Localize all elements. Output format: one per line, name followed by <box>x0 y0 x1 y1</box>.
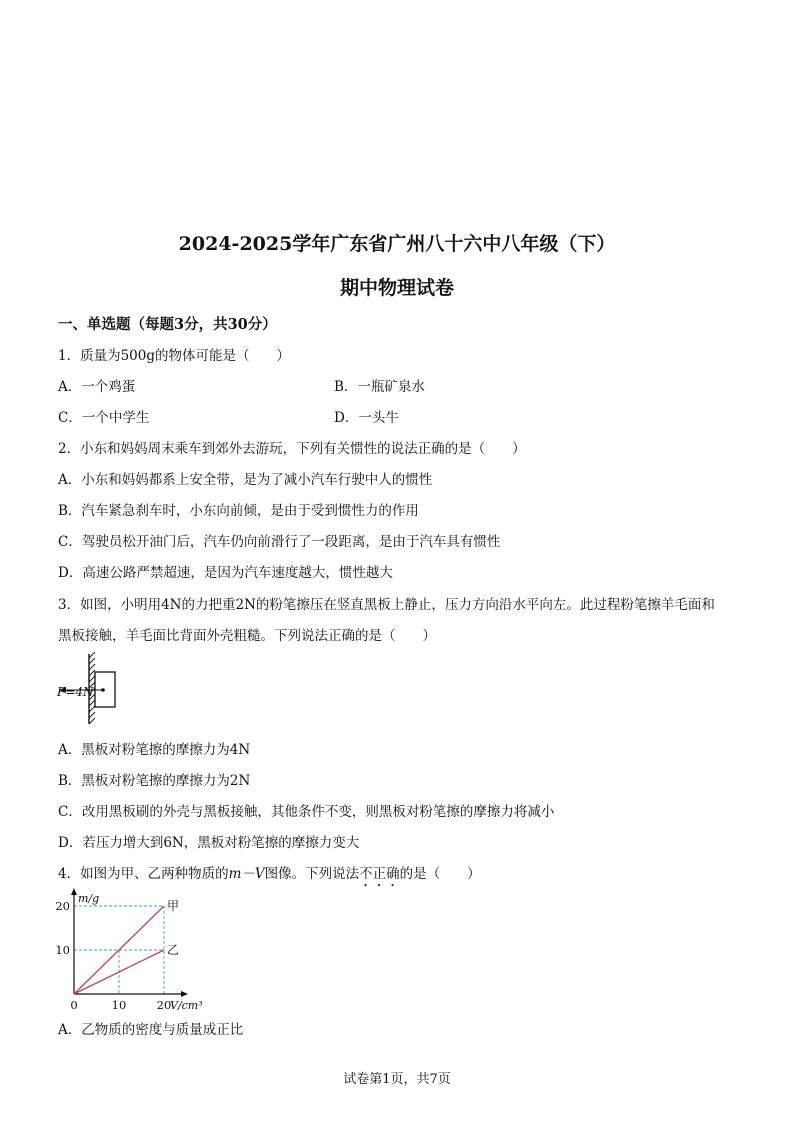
y-tick-label-1: 20 <box>55 899 70 913</box>
section-heading: 一、单选题（每题3分，共30分） <box>58 316 277 333</box>
q3-option-c: C．改用黑板刷的外壳与黑板接触，其他条件不变，则黑板对粉笔擦的摩擦力将减小 <box>58 804 555 820</box>
force-label: F=4N <box>57 685 94 699</box>
q4-stem-mid: 图像。下列说法 <box>264 866 360 882</box>
q4-stem-pre: 4．如图为甲、乙两种物质的 <box>58 866 229 882</box>
q3-figure <box>55 652 125 726</box>
y-axis-arrow <box>71 888 77 895</box>
y-axis-label: m/g <box>78 892 100 905</box>
q2-option-c: C．驾驶员松开油门后，汽车仍向前滑行了一段距离，是由于汽车具有惯性 <box>58 534 501 550</box>
q2-option-a: A．小东和妈妈都系上安全带，是为了减小汽车行驶中人的惯性 <box>58 472 433 488</box>
x-tick-label-0: 0 <box>70 998 78 1012</box>
exam-title-line2: 期中物理试卷 <box>339 277 454 299</box>
q4-stem-var: m－V <box>228 866 265 882</box>
q4-mv-chart <box>52 888 222 1012</box>
x-axis-label: V/cm³ <box>170 999 203 1012</box>
y-tick-label-0: 10 <box>55 943 70 957</box>
q3-option-b: B．黑板对粉笔擦的摩擦力为2N <box>58 773 251 789</box>
x-axis-arrow <box>181 991 188 997</box>
q4-stem-emphasis: 不正确 <box>359 866 400 882</box>
q2-option-d: D．高速公路严禁超速，是因为汽车速度越大，惯性越大 <box>58 565 393 581</box>
exam-title-line1: 2024-2025学年广东省广州八十六中八年级（下） <box>178 233 616 255</box>
q3-option-d: D．若压力增大到6N，黑板对粉笔擦的摩擦力变大 <box>58 835 360 851</box>
page-footer: 试卷第1页，共7页 <box>343 1072 451 1087</box>
x-tick-label-2: 20 <box>156 998 172 1012</box>
q3-stem-line1: 3．如图，小明用4N的力把重2N的粉笔擦压在竖直黑板上静止，压力方向沿水平向左。此过程粉笔擦羊毛面和 <box>58 597 715 613</box>
q1-option-b: B．一瓶矿泉水 <box>334 379 425 395</box>
q3-stem-line2: 黑板接触，羊毛面比背面外壳粗糙。下列说法正确的是（ ） <box>58 628 436 644</box>
q4-stem-post: 的是（ ） <box>399 866 481 882</box>
q2-option-b: B．汽车紧急刹车时，小东向前倾，是由于受到惯性力的作用 <box>58 503 419 519</box>
q3-option-a: A．黑板对粉笔擦的摩擦力为4N <box>58 742 251 758</box>
series-label-2: 乙 <box>167 943 180 957</box>
q1-option-c: C．一个中学生 <box>58 410 150 426</box>
x-tick-label-1: 10 <box>111 998 127 1012</box>
q1-option-d: D．一头牛 <box>334 410 399 426</box>
q4-option-a: A．乙物质的密度与质量成正比 <box>58 1022 244 1038</box>
q2-stem: 2．小东和妈妈周末乘车到郊外去游玩，下列有关惯性的说法正确的是（ ） <box>58 441 526 457</box>
q1-option-a: A．一个鸡蛋 <box>58 379 136 395</box>
q1-stem: 1．质量为500g的物体可能是（ ） <box>58 348 290 364</box>
series-label-1: 甲 <box>167 899 180 913</box>
q4-stem <box>58 862 481 890</box>
